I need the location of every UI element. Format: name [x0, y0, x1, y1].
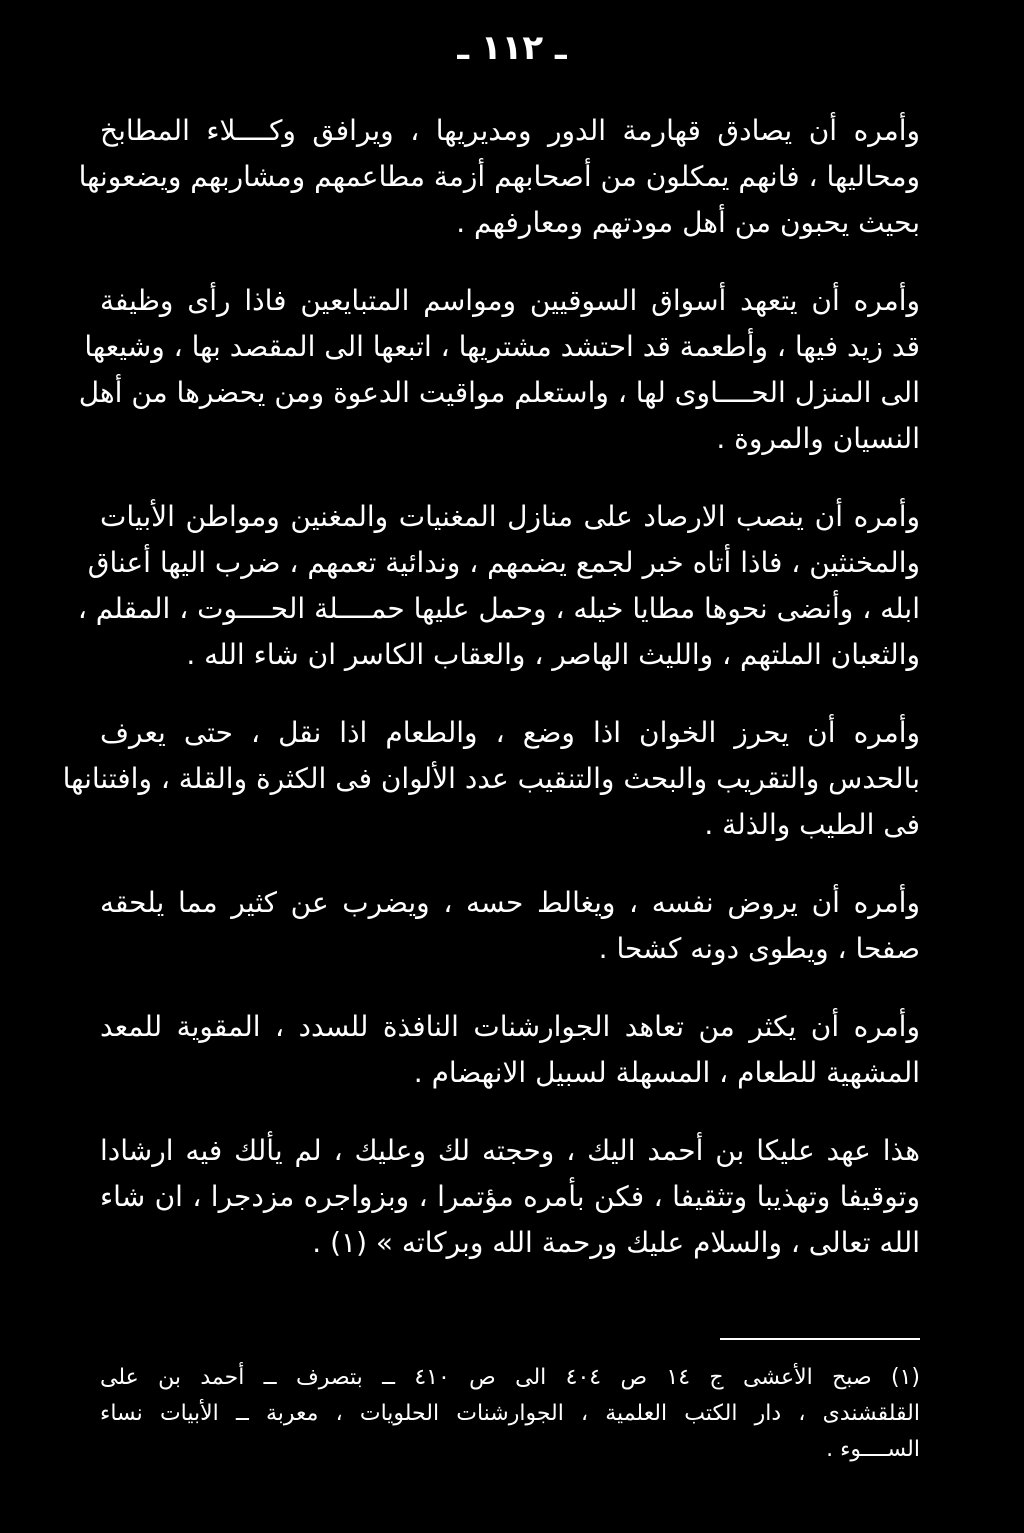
- text-line: ابله ، وأنضى نحوها مطايا خيله ، وحمل عليها حمــــلة الحــــوت ، المقلم ،: [77, 592, 920, 625]
- text-line: صفحا ، ويطوى دونه كشحا .: [598, 932, 920, 965]
- text-line: وأمره أن يحرز الخوان اذا وضع ، والطعام اذا نقل ، حتى يعرف: [100, 716, 920, 749]
- text-line: وأمره أن ينصب الارصاد على منازل المغنيات والمغنين ومواطن الأبيات: [100, 500, 920, 533]
- text-line: النسيان والمروة .: [716, 422, 920, 455]
- text-line: والثعبان الملتهم ، والليث الهاصر ، والعقاب الكاسر ان شاء الله .: [186, 638, 920, 671]
- text-line: فى الطيب والذلة .: [704, 808, 920, 841]
- text-line: وتوقيفا وتهذيبا وتثقيفا ، فكن بأمره مؤتمرا ، وبزواجره مزدجرا ، ان شاء: [100, 1180, 920, 1213]
- text-line: ومحاليها ، فانهم يمكلون من أصحابهم أزمة مطاعمهم ومشاربهم ويضعونها: [78, 160, 920, 193]
- body-text: [62, 108, 920, 1298]
- paragraph-5: [100, 880, 920, 972]
- text-line: بحيث يحبون من أهل مودتهم ومعارفهم .: [456, 206, 920, 239]
- footnote-line: الســــوء .: [826, 1437, 920, 1462]
- text-line: وأمره أن يتعهد أسواق السوقيين ومواسم المتبايعين فاذا رأى وظيفة: [100, 284, 920, 317]
- footnote-line: (١) صبح الأعشى ج ١٤ ص ٤٠٤ الى ص ٤١٠ ــ بتصرف ــ أحمد بن على: [100, 1365, 920, 1390]
- text-line: الى المنزل الحــــاوى لها ، واستعلم مواقيت الدعوة ومن يحضرها من أهل: [78, 376, 920, 409]
- paragraph-3: [77, 494, 920, 678]
- paragraph-4: [62, 710, 920, 848]
- text-line: والمخنثين ، فاذا أتاه خبر لجمع يضمهم ، وندائية تعمهم ، ضرب اليها أعناق: [87, 546, 920, 579]
- footnotes: [100, 1360, 920, 1468]
- paragraph-1: [78, 108, 920, 246]
- footnote-line: القلقشندى ، دار الكتب العلمية ، الجوارشنات الحلويات ، معربة ــ الأبيات نساء: [100, 1401, 920, 1426]
- text-line: وأمره أن يصادق قهارمة الدور ومديريها ، ويرافق وكــــلاء المطابخ: [100, 114, 920, 147]
- text-line: المشهية للطعام ، المسهلة لسبيل الانهضام .: [413, 1056, 920, 1089]
- text-line: هذا عهد عليكا بن أحمد اليك ، وحجته لك وعليك ، لم يألك فيه ارشادا: [100, 1134, 920, 1167]
- paragraph-7: [100, 1128, 920, 1266]
- text-line: الله تعالى ، والسلام عليك ورحمة الله وبركاته » (١) .: [312, 1226, 920, 1259]
- text-line: وأمره أن يروض نفسه ، ويغالط حسه ، ويضرب عن كثير مما يلحقه: [100, 886, 920, 919]
- text-line: بالحدس والتقريب والبحث والتنقيب عدد الألوان فى الكثرة والقلة ، وافتنانها: [62, 762, 920, 795]
- text-line: قد زيد فيها ، وأطعمة قد احتشد مشتريها ، اتبعها الى المقصد بها ، وشيعها: [84, 330, 920, 363]
- footnote-divider: [720, 1338, 920, 1340]
- page-number: ـ ١١٢ ـ: [457, 28, 567, 68]
- paragraph-6: [100, 1004, 920, 1096]
- paragraph-2: [78, 278, 920, 462]
- text-line: وأمره أن يكثر من تعاهد الجوارشنات النافذة للسدد ، المقوية للمعد: [100, 1010, 920, 1043]
